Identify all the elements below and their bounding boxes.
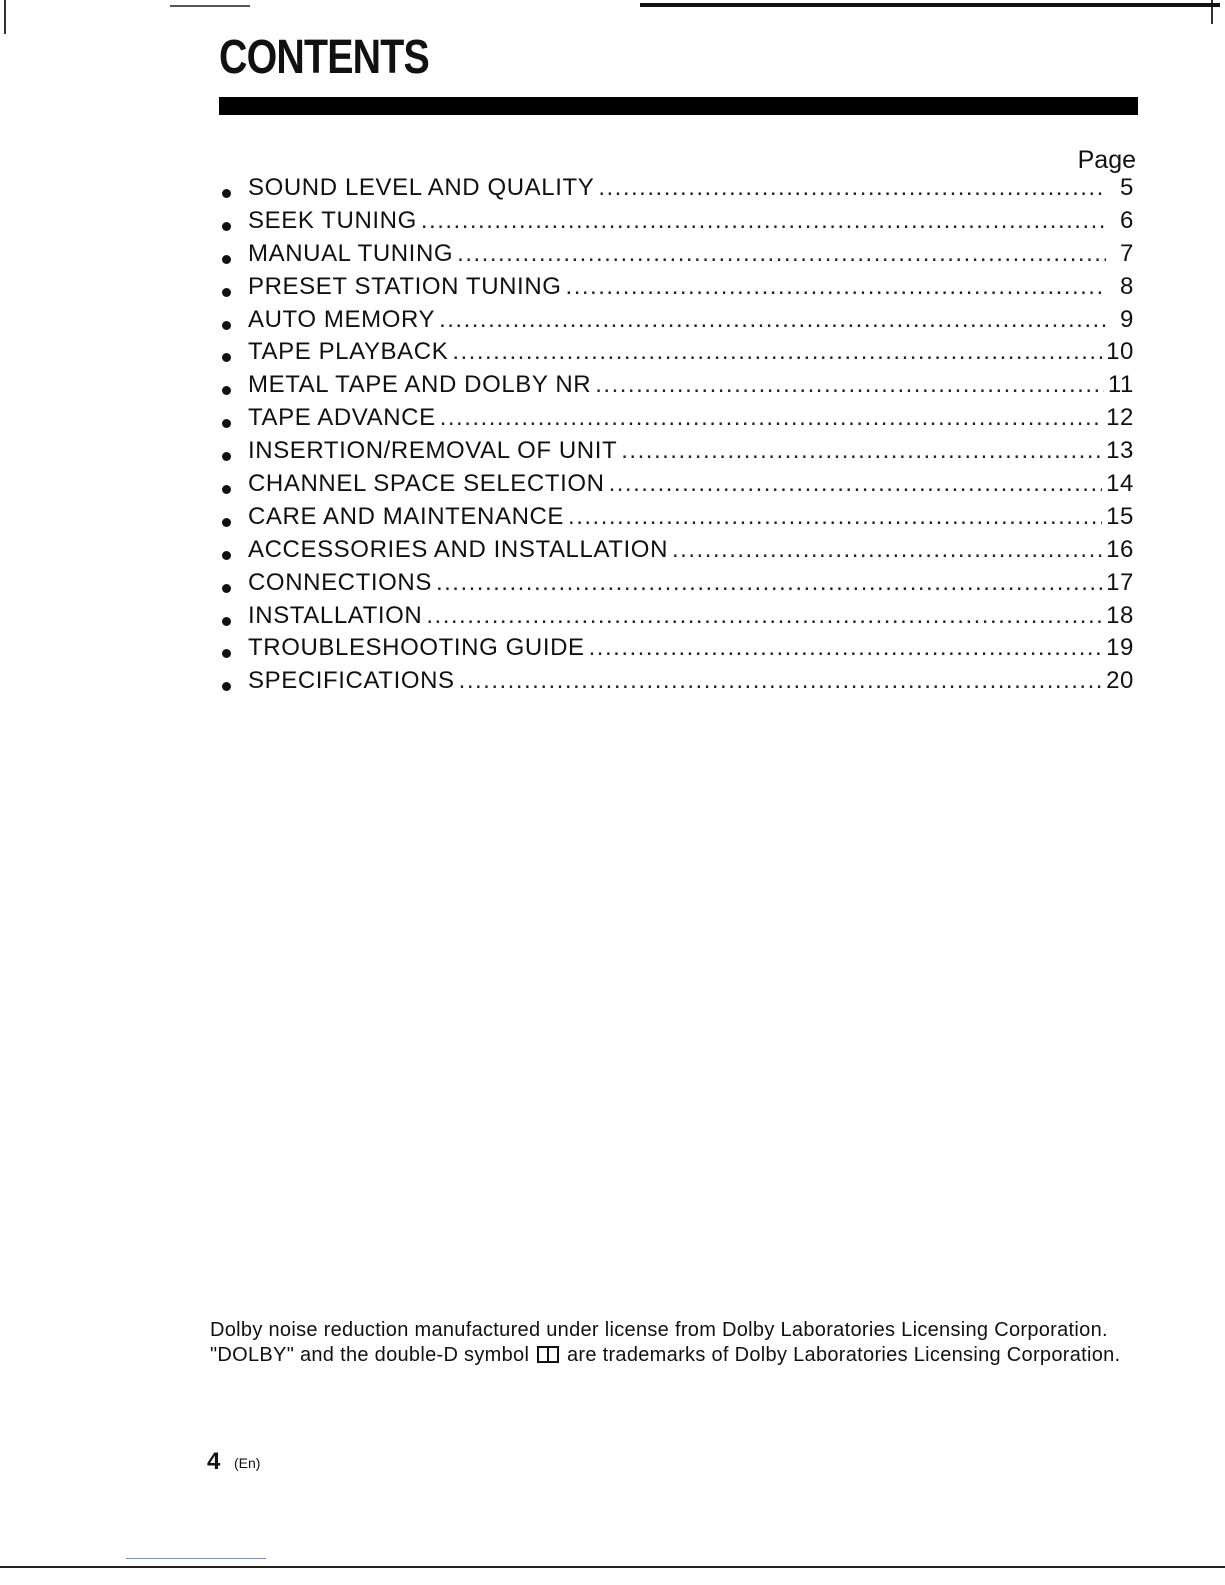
page-title: CONTENTS xyxy=(219,31,429,84)
toc-entry xyxy=(222,306,1134,339)
toc-entry-label: SOUND LEVEL AND QUALITY xyxy=(248,174,595,201)
bullet-icon xyxy=(222,518,231,527)
dot-leader xyxy=(568,503,1102,531)
dolby-notice-text: "DOLBY" and the double-D symbol xyxy=(210,1343,530,1366)
toc-entry-page: 10 xyxy=(1106,338,1134,366)
toc-entry-label: CONNECTIONS xyxy=(248,568,432,596)
bullet-icon xyxy=(222,419,231,428)
scan-edge-left xyxy=(4,0,6,34)
bullet-icon xyxy=(222,255,231,264)
dot-leader xyxy=(436,569,1102,597)
dot-leader xyxy=(621,437,1102,465)
toc-entry xyxy=(222,634,1134,667)
toc-entry-label: TAPE ADVANCE xyxy=(248,404,436,432)
dot-leader xyxy=(598,174,1106,202)
language-code: (En) xyxy=(234,1455,261,1471)
top-rule-fragment xyxy=(170,5,250,7)
dolby-notice-line1: Dolby noise reduction manufactured under license from Dolby Laboratories Licensing Corporation. xyxy=(210,1319,1108,1341)
bullet-icon xyxy=(222,386,231,395)
toc-entry-page: 8 xyxy=(1120,272,1134,300)
bullet-icon xyxy=(222,353,231,362)
toc-entry-page: 12 xyxy=(1106,404,1134,432)
toc-entry-label: ACCESSORIES AND INSTALLATION xyxy=(248,535,669,563)
toc-entry-page: 14 xyxy=(1106,470,1134,498)
page-number: 4 xyxy=(207,1448,221,1475)
toc-entry-page: 13 xyxy=(1106,437,1134,465)
toc-entry-label: AUTO MEMORY xyxy=(248,305,436,333)
bullet-icon xyxy=(222,617,231,626)
toc-entry xyxy=(222,174,1134,207)
bullet-icon xyxy=(222,189,231,198)
dot-leader xyxy=(459,667,1102,695)
title-bar-divider xyxy=(219,97,1138,115)
toc-entry xyxy=(222,667,1134,700)
toc-entry xyxy=(222,338,1134,371)
dot-leader xyxy=(589,634,1102,662)
dot-leader xyxy=(457,240,1106,268)
dot-leader xyxy=(421,207,1106,235)
toc-entry-page: 6 xyxy=(1120,206,1134,234)
toc-entry-label: INSTALLATION xyxy=(248,601,423,629)
toc-entry-page: 16 xyxy=(1106,535,1134,563)
dolby-notice-text: are trademarks of Dolby Laboratories Licensing Corporation. xyxy=(566,1343,1121,1366)
dot-leader xyxy=(672,536,1102,564)
link-underline xyxy=(126,1558,266,1559)
toc-entry xyxy=(222,470,1134,503)
toc-entry-page: 11 xyxy=(1107,371,1134,399)
toc-entry-page: 7 xyxy=(1120,239,1134,267)
toc-entry-page: 19 xyxy=(1106,634,1134,662)
toc-entry xyxy=(222,569,1134,602)
toc-entry-label: TROUBLESHOOTING GUIDE xyxy=(248,634,585,662)
toc-entry xyxy=(222,602,1134,635)
dolby-notice xyxy=(210,1318,1140,1367)
bullet-icon xyxy=(222,321,231,330)
toc-entry-label: CHANNEL SPACE SELECTION xyxy=(248,470,605,498)
toc-entry xyxy=(222,536,1134,569)
toc-entry-label: SEEK TUNING xyxy=(248,206,417,234)
bottom-rule xyxy=(0,1566,1225,1568)
table-of-contents xyxy=(222,174,1134,700)
bullet-icon xyxy=(222,682,231,691)
dot-leader xyxy=(440,404,1102,432)
toc-entry xyxy=(222,503,1134,536)
dolby-notice-line2 xyxy=(210,1343,1140,1368)
toc-entry-label: TAPE PLAYBACK xyxy=(248,338,449,366)
toc-entry-page: 15 xyxy=(1106,502,1134,530)
toc-entry-page: 17 xyxy=(1106,568,1134,596)
toc-entry-page: 20 xyxy=(1106,667,1134,695)
toc-entry-label: MANUAL TUNING xyxy=(248,239,454,267)
dot-leader xyxy=(595,371,1104,399)
toc-entry xyxy=(222,273,1134,306)
dot-leader xyxy=(566,273,1106,301)
toc-entry xyxy=(222,371,1134,404)
dot-leader xyxy=(426,602,1102,630)
bullet-icon xyxy=(222,584,231,593)
dolby-double-d-icon xyxy=(537,1346,559,1363)
toc-entry-label: CARE AND MAINTENANCE xyxy=(248,502,565,530)
top-rule xyxy=(640,3,1220,7)
toc-entry-label: SPECIFICATIONS xyxy=(248,667,455,695)
toc-entry-label: METAL TAPE AND DOLBY NR xyxy=(248,371,592,399)
toc-entry xyxy=(222,207,1134,240)
dot-leader xyxy=(439,306,1106,334)
toc-entry xyxy=(222,240,1134,273)
toc-entry xyxy=(222,404,1134,437)
bullet-icon xyxy=(222,222,231,231)
dot-leader xyxy=(609,470,1103,498)
toc-entry xyxy=(222,437,1134,470)
bullet-icon xyxy=(222,649,231,658)
toc-entry-page: 9 xyxy=(1120,305,1134,333)
toc-entry-page: 5 xyxy=(1120,174,1134,201)
bullet-icon xyxy=(222,452,231,461)
page-column-header: Page xyxy=(1077,146,1136,174)
bullet-icon xyxy=(222,288,231,297)
toc-entry-label: INSERTION/REMOVAL OF UNIT xyxy=(248,437,618,465)
bullet-icon xyxy=(222,485,231,494)
toc-entry-label: PRESET STATION TUNING xyxy=(248,272,562,300)
toc-entry-page: 18 xyxy=(1106,601,1134,629)
dot-leader xyxy=(452,338,1102,366)
bullet-icon xyxy=(222,551,231,560)
